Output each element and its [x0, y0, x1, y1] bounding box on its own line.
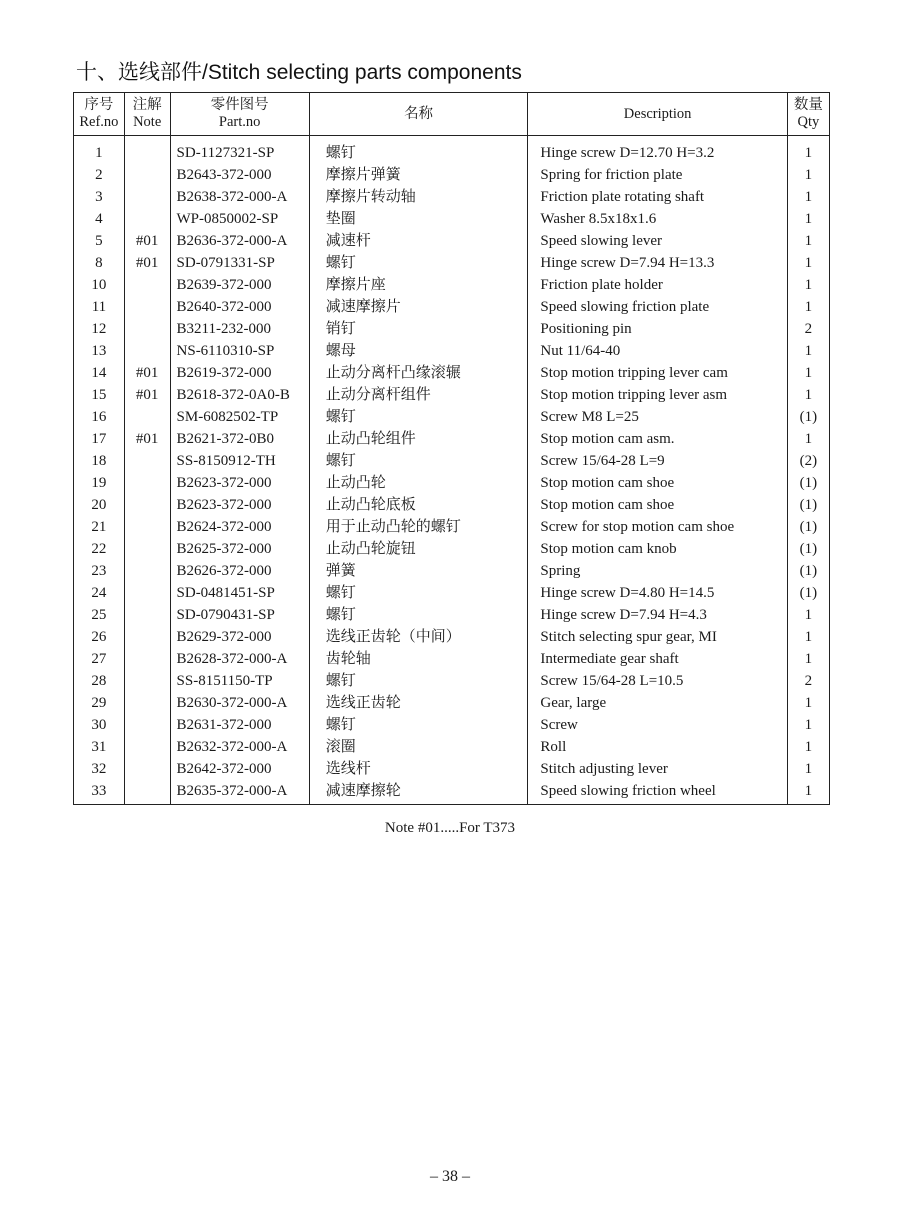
cell-part-no: B2631-372-000: [170, 714, 309, 736]
cell-note: [124, 406, 170, 428]
cell-qty: (1): [787, 538, 829, 560]
cell-qty: 1: [787, 208, 829, 230]
cell-note: [124, 494, 170, 516]
cell-part-no: SD-0790431-SP: [170, 604, 309, 626]
cell-name-cn: 螺钉: [309, 450, 528, 472]
cell-description: Screw: [528, 714, 787, 736]
cell-name-cn: 齿轮轴: [309, 648, 528, 670]
cell-name-cn: 选线正齿轮（中间）: [309, 626, 528, 648]
cell-part-no: SS-8151150-TP: [170, 670, 309, 692]
cell-description: Gear, large: [528, 692, 787, 714]
header-qty-cn: 数量: [793, 97, 823, 113]
cell-part-no: B2621-372-0B0: [170, 428, 309, 450]
table-row: [74, 230, 830, 252]
cell-part-no: NS-6110310-SP: [170, 340, 309, 362]
cell-part-no: SD-0481451-SP: [170, 582, 309, 604]
cell-description: Screw 15/64-28 L=9: [528, 450, 787, 472]
cell-description: Roll: [528, 736, 787, 758]
cell-description: Hinge screw D=7.94 H=13.3: [528, 252, 787, 274]
cell-name-cn: 减速摩擦轮: [309, 780, 528, 805]
table-row: [74, 318, 830, 340]
cell-ref: 13: [74, 340, 125, 362]
cell-part-no: B2623-372-000: [170, 494, 309, 516]
cell-name-cn: 螺钉: [309, 604, 528, 626]
cell-ref: 11: [74, 296, 125, 318]
cell-description: Spring: [528, 560, 787, 582]
cell-note: [124, 604, 170, 626]
cell-ref: 32: [74, 758, 125, 780]
cell-description: Screw M8 L=25: [528, 406, 787, 428]
cell-description: Stop motion cam asm.: [528, 428, 787, 450]
cell-ref: 10: [74, 274, 125, 296]
cell-note: #01: [124, 384, 170, 406]
table-row: [74, 186, 830, 208]
cell-note: [124, 136, 170, 165]
cell-description: Washer 8.5x18x1.6: [528, 208, 787, 230]
cell-description: Stop motion tripping lever asm: [528, 384, 787, 406]
table-row: [74, 164, 830, 186]
table-row: [74, 582, 830, 604]
cell-qty: 1: [787, 714, 829, 736]
cell-note: [124, 296, 170, 318]
cell-ref: 16: [74, 406, 125, 428]
cell-description: Friction plate holder: [528, 274, 787, 296]
cell-qty: 1: [787, 736, 829, 758]
cell-qty: 2: [787, 670, 829, 692]
cell-note: #01: [124, 252, 170, 274]
cell-ref: 20: [74, 494, 125, 516]
cell-description: Stitch selecting spur gear, MI: [528, 626, 787, 648]
cell-note: [124, 538, 170, 560]
cell-description: Spring for friction plate: [528, 164, 787, 186]
table-row: [74, 296, 830, 318]
cell-name-cn: 螺钉: [309, 714, 528, 736]
cell-note: [124, 164, 170, 186]
cell-part-no: B2643-372-000: [170, 164, 309, 186]
cell-part-no: SD-1127321-SP: [170, 136, 309, 165]
header-ref: [74, 93, 125, 136]
cell-qty: 1: [787, 692, 829, 714]
cell-qty: (1): [787, 406, 829, 428]
cell-ref: 27: [74, 648, 125, 670]
table-row: [74, 428, 830, 450]
table-row: [74, 136, 830, 165]
cell-part-no: B2642-372-000: [170, 758, 309, 780]
cell-ref: 12: [74, 318, 125, 340]
cell-description: Stop motion cam shoe: [528, 472, 787, 494]
cell-note: [124, 780, 170, 805]
cell-part-no: B2630-372-000-A: [170, 692, 309, 714]
cell-part-no: WP-0850002-SP: [170, 208, 309, 230]
cell-name-cn: 减速杆: [309, 230, 528, 252]
cell-name-cn: 选线杆: [309, 758, 528, 780]
cell-ref: 17: [74, 428, 125, 450]
table-row: [74, 670, 830, 692]
cell-name-cn: 选线正齿轮: [309, 692, 528, 714]
cell-part-no: B2629-372-000: [170, 626, 309, 648]
cell-ref: 28: [74, 670, 125, 692]
header-qty-en: Qty: [797, 114, 820, 130]
cell-ref: 29: [74, 692, 125, 714]
cell-part-no: SD-0791331-SP: [170, 252, 309, 274]
cell-ref: 33: [74, 780, 125, 805]
cell-description: Speed slowing friction plate: [528, 296, 787, 318]
cell-name-cn: 弹簧: [309, 560, 528, 582]
cell-description: Nut 11/64-40: [528, 340, 787, 362]
cell-ref: 1: [74, 136, 125, 165]
cell-name-cn: 摩擦片座: [309, 274, 528, 296]
cell-description: Stop motion cam knob: [528, 538, 787, 560]
header-part: [170, 93, 309, 136]
cell-qty: 1: [787, 758, 829, 780]
table-row: [74, 494, 830, 516]
cell-qty: 1: [787, 136, 829, 165]
header-desc: Description: [528, 93, 787, 136]
cell-name-cn: 滚圈: [309, 736, 528, 758]
cell-note: [124, 714, 170, 736]
cell-note: [124, 472, 170, 494]
cell-qty: (1): [787, 516, 829, 538]
table-row: [74, 340, 830, 362]
table-row: [74, 450, 830, 472]
table-row: [74, 252, 830, 274]
cell-description: Speed slowing lever: [528, 230, 787, 252]
cell-qty: 1: [787, 230, 829, 252]
cell-ref: 22: [74, 538, 125, 560]
table-row: [74, 538, 830, 560]
cell-part-no: B2628-372-000-A: [170, 648, 309, 670]
cell-name-cn: 止动分离杆凸缘滚辗: [309, 362, 528, 384]
header-note-en: Note: [133, 114, 162, 130]
cell-name-cn: 螺钉: [309, 252, 528, 274]
cell-name-cn: 止动凸轮旋钮: [309, 538, 528, 560]
cell-qty: 1: [787, 648, 829, 670]
cell-note: [124, 692, 170, 714]
cell-description: Hinge screw D=4.80 H=14.5: [528, 582, 787, 604]
cell-part-no: B2618-372-0A0-B: [170, 384, 309, 406]
cell-ref: 24: [74, 582, 125, 604]
cell-qty: 1: [787, 780, 829, 805]
cell-part-no: B2624-372-000: [170, 516, 309, 538]
table-row: [74, 604, 830, 626]
cell-description: Intermediate gear shaft: [528, 648, 787, 670]
cell-qty: 1: [787, 186, 829, 208]
table-body: [74, 136, 830, 805]
cell-description: Screw 15/64-28 L=10.5: [528, 670, 787, 692]
table-row: [74, 208, 830, 230]
cell-description: Friction plate rotating shaft: [528, 186, 787, 208]
cell-name-cn: 垫圈: [309, 208, 528, 230]
cell-name-cn: 止动凸轮底板: [309, 494, 528, 516]
cell-ref: 25: [74, 604, 125, 626]
cell-qty: 1: [787, 362, 829, 384]
cell-qty: (1): [787, 582, 829, 604]
cell-note: [124, 516, 170, 538]
table-row: [74, 692, 830, 714]
cell-description: Hinge screw D=12.70 H=3.2: [528, 136, 787, 165]
page-number: – 38 –: [430, 1168, 470, 1185]
table-header: [74, 93, 830, 136]
cell-name-cn: 用于止动凸轮的螺钉: [309, 516, 528, 538]
cell-qty: (1): [787, 494, 829, 516]
cell-part-no: B3211-232-000: [170, 318, 309, 340]
cell-name-cn: 螺钉: [309, 136, 528, 165]
cell-note: [124, 340, 170, 362]
cell-part-no: B2639-372-000: [170, 274, 309, 296]
table-row: [74, 626, 830, 648]
cell-ref: 8: [74, 252, 125, 274]
cell-part-no: B2632-372-000-A: [170, 736, 309, 758]
table-row: [74, 648, 830, 670]
cell-part-no: B2638-372-000-A: [170, 186, 309, 208]
cell-note: [124, 208, 170, 230]
cell-description: Speed slowing friction wheel: [528, 780, 787, 805]
cell-description: Stitch adjusting lever: [528, 758, 787, 780]
cell-part-no: B2623-372-000: [170, 472, 309, 494]
table-row: [74, 714, 830, 736]
cell-note: [124, 758, 170, 780]
cell-note: #01: [124, 362, 170, 384]
table-row: [74, 362, 830, 384]
cell-description: Stop motion tripping lever cam: [528, 362, 787, 384]
header-part-en: Part.no: [218, 114, 261, 130]
cell-description: Hinge screw D=7.94 H=4.3: [528, 604, 787, 626]
table-row: [74, 780, 830, 805]
cell-name-cn: 螺母: [309, 340, 528, 362]
cell-name-cn: 螺钉: [309, 582, 528, 604]
cell-ref: 18: [74, 450, 125, 472]
cell-part-no: B2626-372-000: [170, 560, 309, 582]
cell-ref: 30: [74, 714, 125, 736]
cell-ref: 26: [74, 626, 125, 648]
table-row: [74, 406, 830, 428]
cell-name-cn: 止动凸轮: [309, 472, 528, 494]
cell-ref: 4: [74, 208, 125, 230]
cell-qty: 1: [787, 340, 829, 362]
cell-qty: 1: [787, 604, 829, 626]
cell-qty: 1: [787, 626, 829, 648]
cell-part-no: B2619-372-000: [170, 362, 309, 384]
table-row: [74, 758, 830, 780]
cell-part-no: B2625-372-000: [170, 538, 309, 560]
cell-part-no: B2640-372-000: [170, 296, 309, 318]
header-part-cn: 零件图号: [210, 97, 269, 113]
cell-ref: 23: [74, 560, 125, 582]
cell-qty: 1: [787, 274, 829, 296]
cell-ref: 3: [74, 186, 125, 208]
cell-note: [124, 736, 170, 758]
cell-note: [124, 274, 170, 296]
cell-qty: 2: [787, 318, 829, 340]
header-ref-en: Ref.no: [79, 114, 119, 130]
cell-note: [124, 626, 170, 648]
table-row: [74, 274, 830, 296]
cell-note: [124, 318, 170, 340]
table-row: [74, 472, 830, 494]
header-note: [124, 93, 170, 136]
cell-ref: 14: [74, 362, 125, 384]
cell-note: [124, 560, 170, 582]
table-row: [74, 384, 830, 406]
cell-note: [124, 670, 170, 692]
cell-part-no: B2635-372-000-A: [170, 780, 309, 805]
cell-name-cn: 止动分离杆组件: [309, 384, 528, 406]
cell-name-cn: 摩擦片转动轴: [309, 186, 528, 208]
cell-name-cn: 螺钉: [309, 406, 528, 428]
cell-description: Stop motion cam shoe: [528, 494, 787, 516]
cell-description: Screw for stop motion cam shoe: [528, 516, 787, 538]
page-title: 十、选线部件/Stitch selecting parts components: [76, 61, 522, 84]
cell-part-no: SM-6082502-TP: [170, 406, 309, 428]
cell-note: [124, 648, 170, 670]
cell-name-cn: 止动凸轮组件: [309, 428, 528, 450]
table-row: [74, 516, 830, 538]
cell-qty: (1): [787, 560, 829, 582]
cell-name-cn: 销钉: [309, 318, 528, 340]
header-qty: [787, 93, 829, 136]
cell-name-cn: 螺钉: [309, 670, 528, 692]
cell-note: #01: [124, 428, 170, 450]
cell-description: Positioning pin: [528, 318, 787, 340]
table-row: [74, 560, 830, 582]
cell-ref: 15: [74, 384, 125, 406]
header-ref-cn: 序号: [84, 97, 114, 113]
cell-note: [124, 186, 170, 208]
cell-ref: 21: [74, 516, 125, 538]
cell-ref: 2: [74, 164, 125, 186]
parts-table: [73, 92, 830, 805]
cell-qty: 1: [787, 296, 829, 318]
cell-name-cn: 摩擦片弹簧: [309, 164, 528, 186]
cell-part-no: B2636-372-000-A: [170, 230, 309, 252]
footnote: Note #01.....For T373: [384, 820, 516, 836]
cell-qty: 1: [787, 428, 829, 450]
header-note-cn: 注解: [132, 97, 162, 113]
cell-qty: 1: [787, 164, 829, 186]
cell-note: #01: [124, 230, 170, 252]
cell-ref: 31: [74, 736, 125, 758]
header-name: 名称: [309, 93, 528, 136]
cell-note: [124, 450, 170, 472]
cell-note: [124, 582, 170, 604]
cell-ref: 19: [74, 472, 125, 494]
cell-qty: (2): [787, 450, 829, 472]
table-row: [74, 736, 830, 758]
cell-ref: 5: [74, 230, 125, 252]
cell-qty: 1: [787, 384, 829, 406]
cell-part-no: SS-8150912-TH: [170, 450, 309, 472]
cell-qty: 1: [787, 252, 829, 274]
cell-qty: (1): [787, 472, 829, 494]
cell-name-cn: 减速摩擦片: [309, 296, 528, 318]
